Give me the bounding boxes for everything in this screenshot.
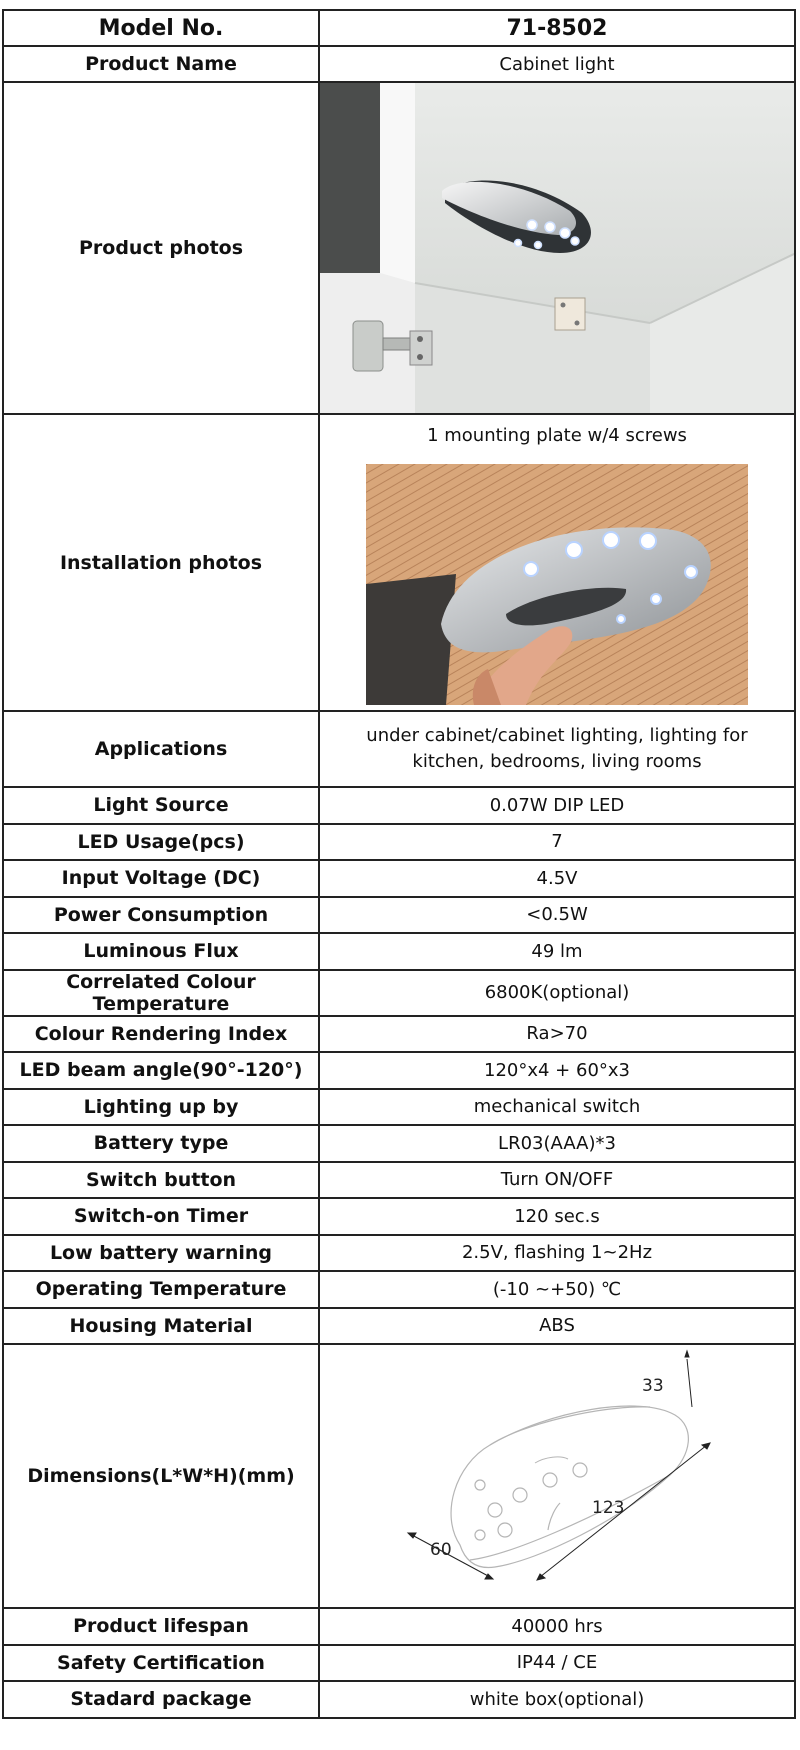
spec-row [3, 970, 795, 1016]
product-photo [320, 83, 795, 413]
spec-label: Operating Temperature [3, 1271, 319, 1308]
spec-row [3, 1681, 795, 1718]
spec-value: 4.5V [319, 860, 795, 897]
spec-value: 120°x4 + 60°x3 [319, 1052, 795, 1089]
spec-value: (-10 ~+50) ℃ [319, 1271, 795, 1308]
spec-value: 7 [319, 824, 795, 861]
spec-row [3, 1198, 795, 1235]
spec-value: white box(optional) [319, 1681, 795, 1718]
spec-label: Light Source [3, 787, 319, 824]
spec-row [3, 1235, 795, 1272]
installation-photos-label: Installation photos [3, 414, 319, 711]
installation-photos-row [3, 414, 795, 711]
spec-table [2, 9, 796, 1719]
spec-label: Input Voltage (DC) [3, 860, 319, 897]
spec-label: Correlated Colour Temperature [3, 970, 319, 1016]
spec-row [3, 824, 795, 861]
spec-row [3, 933, 795, 970]
product-photo-cell [319, 82, 795, 414]
spec-value: ABS [319, 1308, 795, 1345]
installation-photo-cell [319, 414, 795, 711]
spec-value: 6800K(optional) [319, 970, 795, 1016]
spec-row [3, 1608, 795, 1645]
model-row [3, 10, 795, 46]
spec-label: Colour Rendering Index [3, 1016, 319, 1053]
applications-row [3, 711, 795, 787]
spec-label: Switch button [3, 1162, 319, 1199]
spec-value: <0.5W [319, 897, 795, 934]
width-label: 60 [430, 1540, 452, 1560]
spec-label: Safety Certification [3, 1645, 319, 1682]
spec-row [3, 1308, 795, 1345]
spec-label: LED beam angle(90°-120°) [3, 1052, 319, 1089]
spec-label: LED Usage(pcs) [3, 824, 319, 861]
model-label: Model No. [3, 10, 319, 46]
spec-row [3, 1125, 795, 1162]
spec-row [3, 1271, 795, 1308]
spec-label: Power Consumption [3, 897, 319, 934]
spec-label: Luminous Flux [3, 933, 319, 970]
spec-value: mechanical switch [319, 1089, 795, 1126]
spec-row [3, 1052, 795, 1089]
dimensions-row [3, 1344, 795, 1608]
spec-label: Low battery warning [3, 1235, 319, 1272]
spec-row [3, 787, 795, 824]
spec-label: Lighting up by [3, 1089, 319, 1126]
spec-value: LR03(AAA)*3 [319, 1125, 795, 1162]
product-name-value: Cabinet light [319, 46, 795, 82]
spec-label: Switch-on Timer [3, 1198, 319, 1235]
installation-caption: 1 mounting plate w/4 screws [427, 425, 687, 446]
dimensions-drawing-cell [319, 1344, 795, 1608]
spec-label: Product lifespan [3, 1608, 319, 1645]
spec-label: Battery type [3, 1125, 319, 1162]
applications-value [319, 711, 795, 787]
applications-text: under cabinet/cabinet lighting, lighting for kitchen, bedrooms, living rooms [366, 725, 748, 772]
spec-row [3, 1016, 795, 1053]
model-value: 71-8502 [319, 10, 795, 46]
dimensions-drawing [320, 1345, 795, 1607]
applications-label: Applications [3, 711, 319, 787]
product-name-row [3, 46, 795, 82]
spec-value: Ra>70 [319, 1016, 795, 1053]
length-label: 123 [592, 1498, 625, 1518]
spec-value: 0.07W DIP LED [319, 787, 795, 824]
spec-row [3, 1089, 795, 1126]
spec-value: 40000 hrs [319, 1608, 795, 1645]
spec-row [3, 897, 795, 934]
spec-label: Housing Material [3, 1308, 319, 1345]
spec-value: Turn ON/OFF [319, 1162, 795, 1199]
spec-value: 49 lm [319, 933, 795, 970]
spec-label: Stadard package [3, 1681, 319, 1718]
spec-value: 120 sec.s [319, 1198, 795, 1235]
dimensions-label: Dimensions(L*W*H)(mm) [3, 1344, 319, 1608]
product-photos-label: Product photos [3, 82, 319, 414]
product-name-label: Product Name [3, 46, 319, 82]
spec-value: IP44 / CE [319, 1645, 795, 1682]
spec-row [3, 1162, 795, 1199]
spec-value: 2.5V, flashing 1~2Hz [319, 1235, 795, 1272]
height-label: 33 [642, 1376, 664, 1396]
spec-row [3, 860, 795, 897]
installation-photo [366, 464, 748, 705]
product-photos-row [3, 82, 795, 414]
spec-row [3, 1645, 795, 1682]
